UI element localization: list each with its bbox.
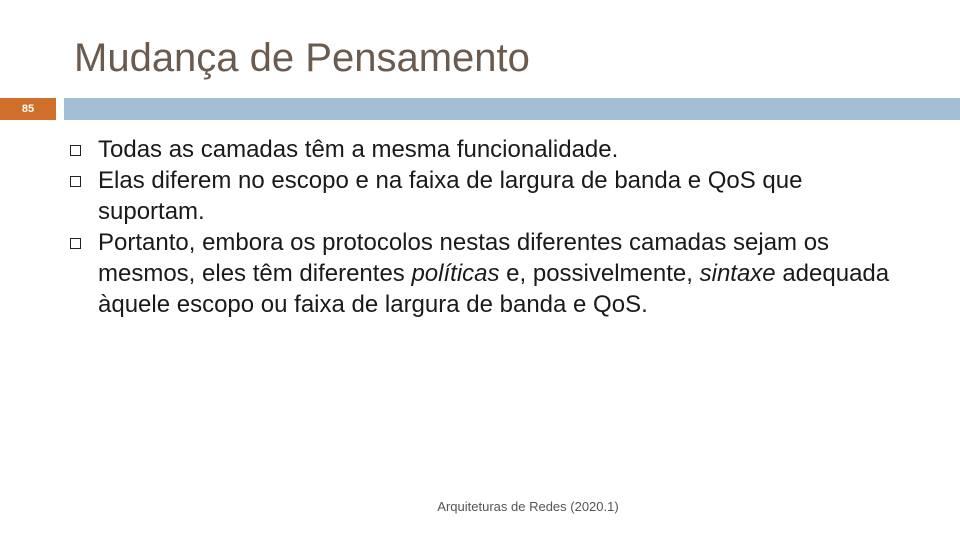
bullet-text: Todas as camadas têm a mesma funcionalidade. bbox=[98, 136, 619, 163]
slide-number: 85 bbox=[21, 103, 35, 115]
hollow-square-icon bbox=[70, 145, 81, 156]
bullet-list bbox=[70, 134, 890, 320]
hollow-square-icon bbox=[70, 176, 81, 187]
bullet-text-part: Portanto, embora os protocolos nestas diferentes camadas sejam os mesmos, eles têm diferentes bbox=[98, 229, 830, 287]
bullet-text: Elas diferem no escopo e na faixa de largura de banda e QoS que suportam. bbox=[98, 167, 803, 225]
bullet-item bbox=[70, 165, 890, 227]
bullet-text-part: e, possivelmente, bbox=[499, 260, 700, 287]
hollow-square-icon bbox=[70, 238, 81, 249]
bullet-item bbox=[70, 134, 890, 165]
footer-text: Arquiteturas de Redes (2020.1) bbox=[437, 499, 619, 514]
slide-title: Mudança de Pensamento bbox=[74, 36, 530, 80]
footer bbox=[0, 499, 960, 514]
emphasis-politicas: políticas bbox=[411, 260, 500, 287]
emphasis-sintaxe: sintaxe bbox=[699, 260, 776, 287]
header-bar bbox=[64, 98, 960, 120]
bullet-item bbox=[70, 227, 890, 320]
bullet-text-part: adequada àquele escopo ou faixa de largura de banda e QoS. bbox=[98, 260, 890, 318]
